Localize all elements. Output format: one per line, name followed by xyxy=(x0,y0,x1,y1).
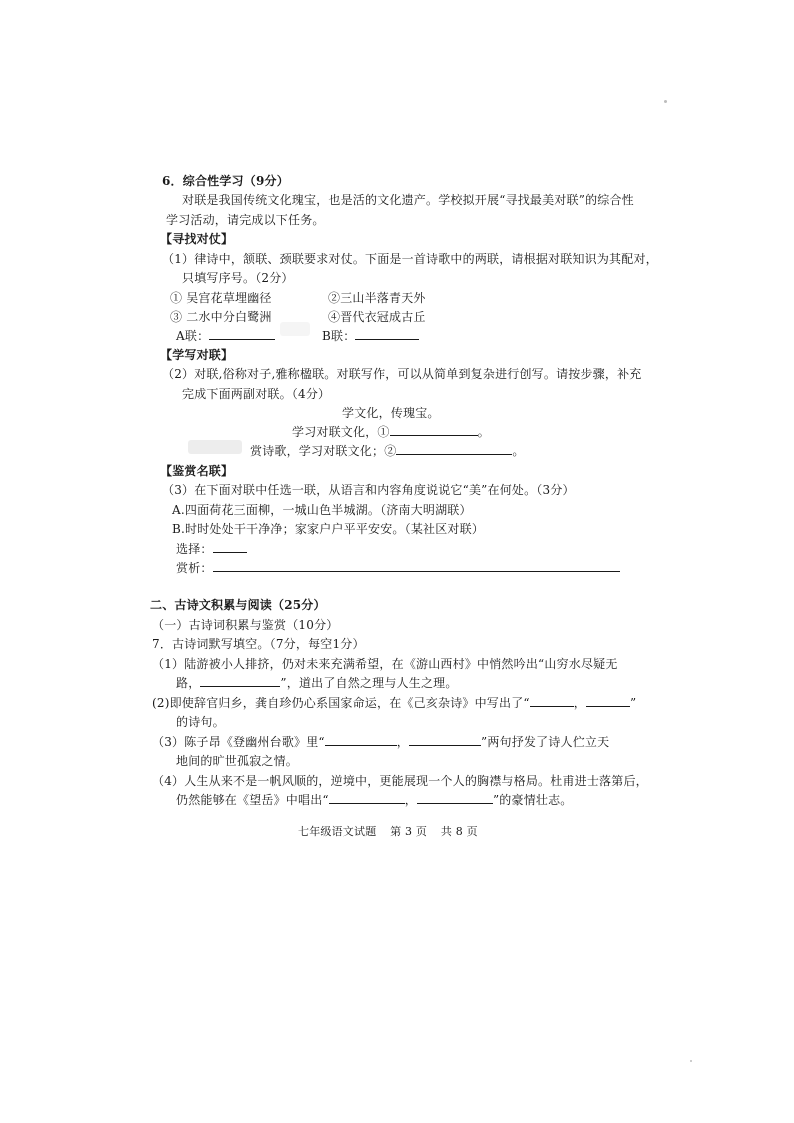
q7-2-comma: ， xyxy=(573,696,586,710)
q7-3-line-1 xyxy=(152,734,609,750)
q6-title: 6．综合性学习（9分） xyxy=(162,174,289,188)
q7-1-line-2-pre: 路， xyxy=(176,676,201,690)
couplet-blank-2[interactable] xyxy=(396,443,512,455)
q7-4-line-1: （4）人生从来不是一帆风顺的，逆境中，更能展现一个人的胸襟与格局。杜甫进士落第后， xyxy=(152,774,648,788)
q7-title: 7．古诗词默写填空。（7分，每空1分） xyxy=(152,637,365,651)
couplet-line-1: 学文化，传瑰宝。 xyxy=(342,406,440,420)
task1-question-line-2: 只填写序号。（2分） xyxy=(182,271,294,285)
poem-option-4: ④晋代衣冠成古丘 xyxy=(328,310,426,324)
couplet-line-2-period: 。 xyxy=(477,425,490,439)
q7-1-line-2 xyxy=(176,675,458,691)
task2-question-line-1: （2）对联,俗称对子,雅称楹联。对联写作，可以从简单到复杂进行创写。请按步骤，补充 xyxy=(162,367,642,381)
answer-b-label: B联： xyxy=(322,329,356,343)
q7-2-line-1 xyxy=(152,695,636,711)
choice-blank[interactable] xyxy=(213,541,247,553)
q7-2-line-1-pre: (2)即使辞官归乡，龚自珍仍心系国家命运，在《己亥杂诗》中写出了“ xyxy=(152,696,530,710)
q6-intro-line-2: 学习活动，请完成以下任务。 xyxy=(166,213,325,227)
q7-3-blank-2[interactable] xyxy=(409,734,481,746)
q7-4-line-2-post: ”的豪情壮志。 xyxy=(492,793,573,807)
task2-question-line-2: 完成下面两副对联。（4分） xyxy=(182,387,331,401)
q6-intro-line-1: 对联是我国传统文化瑰宝，也是活的文化遗产。学校拟开展“寻找最美对联”的综合性 xyxy=(182,193,634,207)
q7-3-blank-1[interactable] xyxy=(325,734,397,746)
q7-2-close-quote: ” xyxy=(629,696,637,710)
couplet-line-3-text: 赏诗歌，学习对联文化；② xyxy=(250,444,397,458)
task2-heading: 【学写对联】 xyxy=(160,348,234,362)
choice-label: 选择： xyxy=(176,542,213,556)
couplet-line-2-text: 学习对联文化，① xyxy=(292,425,390,439)
scan-speck xyxy=(664,100,667,103)
q7-4-line-2-pre: 仍然能够在《望岳》中唱出“ xyxy=(176,793,329,807)
couplet-option-a: A.四面荷花三面柳，一城山色半城湖。（济南大明湖联） xyxy=(172,503,472,517)
answer-b-blank[interactable] xyxy=(355,328,419,340)
q7-3-line-2: 地间的旷世孤寂之情。 xyxy=(176,754,299,768)
q7-3-line-1-pre: （3）陈子昂《登幽州台歌》里“ xyxy=(152,735,325,749)
section2-subtitle: （一）古诗词积累与鉴赏（10分） xyxy=(152,618,339,632)
task1-heading: 【寻找对仗】 xyxy=(160,232,234,246)
footer-total: 共 8 页 xyxy=(440,825,478,838)
scan-speck xyxy=(690,1060,692,1062)
answer-a-row xyxy=(176,328,275,344)
q7-4-line-2 xyxy=(176,792,573,808)
answer-a-blank[interactable] xyxy=(209,328,275,340)
q7-4-blank-1[interactable] xyxy=(329,792,405,804)
task1-question-line-1: （1）律诗中，颔联、颈联要求对仗。下面是一首诗歌中的两联，请根据对联知识为其配对， xyxy=(162,252,658,266)
answer-b-row xyxy=(322,328,419,344)
couplet-option-b: B.时时处处干干净净；家家户户平平安安。（某社区对联） xyxy=(172,522,485,536)
task3-question: （3）在下面对联中任选一联，从语言和内容角度说说它“美”在何处。（3分） xyxy=(162,483,575,497)
q7-3-line-1-post: ”两句抒发了诗人伫立天 xyxy=(480,735,610,749)
couplet-line-3-period: 。 xyxy=(512,444,525,458)
answer-a-label: A联： xyxy=(176,329,210,343)
analysis-blank[interactable] xyxy=(213,560,620,572)
q7-2-blank-1[interactable] xyxy=(530,695,574,707)
scan-smudge xyxy=(188,440,242,454)
task3-heading: 【鉴赏名联】 xyxy=(160,464,234,478)
q7-4-comma: ， xyxy=(404,793,417,807)
poem-option-3: ③ 二水中分白鹭洲 xyxy=(170,310,272,324)
q7-1-blank[interactable] xyxy=(200,675,280,687)
couplet-line-2 xyxy=(292,424,490,440)
poem-option-1: ① 吴宫花草埋幽径 xyxy=(170,291,272,305)
q7-1-line-2-post: ”，道出了自然之理与人生之理。 xyxy=(280,676,458,690)
footer-subject: 七年级语文试题 xyxy=(298,825,377,838)
page-footer xyxy=(298,824,478,840)
q7-1-line-1: （1）陆游被小人排挤，仍对未来充满希望，在《游山西村》中悄然吟出“山穷水尽疑无 xyxy=(152,657,618,671)
q7-2-blank-2[interactable] xyxy=(586,695,630,707)
couplet-blank-1[interactable] xyxy=(390,424,478,436)
analysis-label: 赏析： xyxy=(176,561,213,575)
q7-3-comma: ， xyxy=(396,735,409,749)
analysis-row xyxy=(176,560,620,576)
poem-option-2: ②三山半落青天外 xyxy=(328,291,426,305)
section2-title: 二、古诗文积累与阅读（25分） xyxy=(150,598,326,612)
choice-row xyxy=(176,541,247,557)
q7-4-blank-2[interactable] xyxy=(417,792,493,804)
q7-2-line-2: 的诗句。 xyxy=(176,715,225,729)
couplet-line-3 xyxy=(250,443,525,459)
footer-page: 第 3 页 xyxy=(390,825,428,838)
scan-smudge xyxy=(280,322,310,336)
